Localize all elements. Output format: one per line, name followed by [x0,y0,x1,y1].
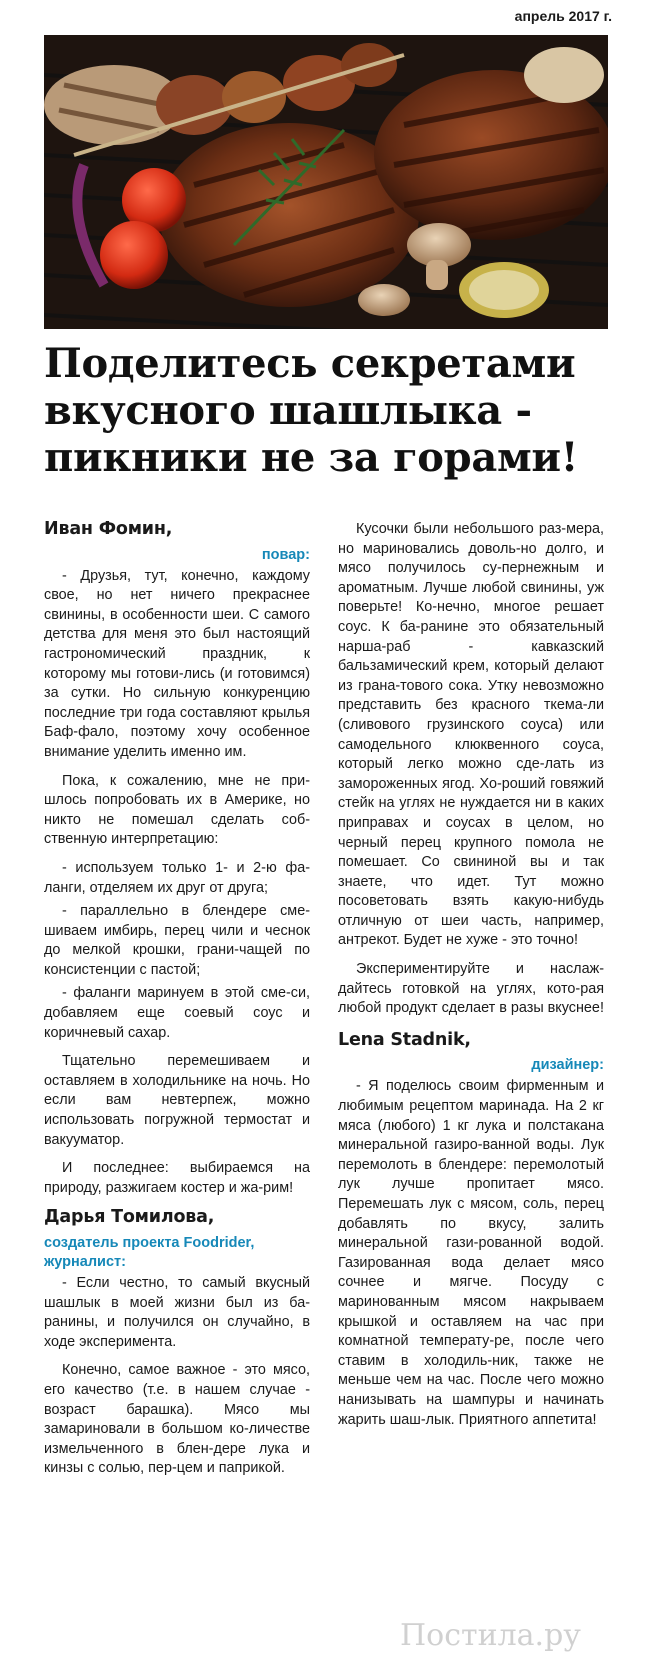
headline-line: Поделитесь секретами [44,340,576,387]
right-column [338,520,604,1439]
author-name-ivan: Иван Фомин, [44,519,173,539]
paragraph: Пока, к сожалению, мне не при-шлось попробовать их в Америке, но никто не помешал сделать соб-ственную интерпретацию: [44,772,310,848]
paragraph: И последнее: выбираемся на природу, разжигаем костер и жа-рим! [44,1160,310,1196]
paragraph: - Если честно, то самый вкусный шашлык в моей жизни был из ба-ранины, и получился он случайно, в ходе эксперимента. [44,1275,310,1350]
paragraph: - Я поделюсь своим фирменным и любимым рецептом маринада. На 2 кг мяса (любого) 1 кг лука и полстакана минеральной газиро-ванной воды. Лук перемолоть в блендере: перемолотый лук лучше пропитает мясо. Перемешать лук с мясом, соль, перец добавлять по вкусу, залить минеральной гази-рованной водой. Газированная вода делает мясо сочнее и мягче. Посуду с маринованным мясом накрываем крышкой и оставляем на час при комнатной температу-ре, после чего ставим в холодиль-ник, также не меньше чем на час. После чего можно нанизывать на шампуры и начинать жарить шаш-лык. Приятного аппетита! [338,1078,604,1428]
author-role-darya [44,1234,310,1272]
headline-line: пикники не за горами! [44,434,579,481]
author-role-lena: дизайнер: [531,1057,604,1074]
grilled-meat-photo [44,35,608,329]
paragraph: Кусочки были небольшого раз-мера, но мариновались доволь-но долго, и мясо получилось су-пернежным и ароматным. Лучше любой свинины, уж поверьте! Ко-нечно, многое решает соус. К ба-ранине это обязательный нарша-раб - кавказский бальзамический крем, который делают из грана-тового сока. Утку невозможно представить без красного ткема-ли (сливового грузинского соуса) или самодельного клюквенного соуса, который легко можно сде-лать из замороженных ягод. Хо-роший говяжий стейк на углях не нуждается ни в каких приправах и соусах в целом, но черный перец крупного помола не помешает. Со свининой вы и так знаете, что идет. Тут можно посоветовать взять какую-нибудь отличную от шеи часть, например, антрекот. Будет не хуже - это точно! [338,521,604,949]
author-role-line: создатель проекта Foodrider, [44,1235,255,1251]
list-item: - параллельно в блендере сме-шиваем имбирь, перец чили и чеснок до мелкой крошки, грани-чащей по консистенции с пастой; [44,903,310,978]
paragraph: Конечно, самое важное - это мясо, его качество (т.е. в нашем случае - возраст барашка). Мясо мы замариновали в большом ко-личестве измельченного в блен-дере лука и кинзы с солью, пер-цем и паприкой. [44,1362,310,1477]
author-role-line: журналист: [44,1254,126,1270]
author-name-lena: Lena Stadnik, [338,1029,471,1050]
headline-line: вкусного шашлыка - [44,387,532,434]
left-column [44,520,310,1488]
author-name-darya: Дарья Томилова, [44,1207,215,1228]
list-item: - используем только 1- и 2-ю фа-ланги, отделяем их друг от друга; [44,859,310,896]
paragraph: - Друзья, тут, конечно, каждому свое, но нет ничего прекраснее свинины, в особенности шеи. С самого детства для меня это был настоящий гастрономический праздник, к которому мы готови-лись (и готовимся) за сутки. Но сильную конкуренцию последние три года составляют крылья Баф-фало, поэтому хочу особенное внимание уделить именно им. [44,567,310,760]
author-role-ivan: повар: [261,546,310,563]
paragraph: Экспериментируйте и наслаж-дайтесь готовкой на углях, кото-рая любой продукт сделает в разы вкуснее! [338,961,604,1017]
list-item: - фаланги маринуем в этой сме-си, добавляем еще соевый соус и коричневый сахар. [44,985,310,1041]
issue-date: апрель 2017 г. [514,8,612,24]
paragraph: Тщательно перемешиваем и оставляем в холодильнике на ночь. Но если вам невтерпеж, можно использовать погружной термостат и вакууматор. [44,1053,310,1148]
site-watermark: Постила.ру [400,1618,581,1653]
article-headline [44,340,616,481]
